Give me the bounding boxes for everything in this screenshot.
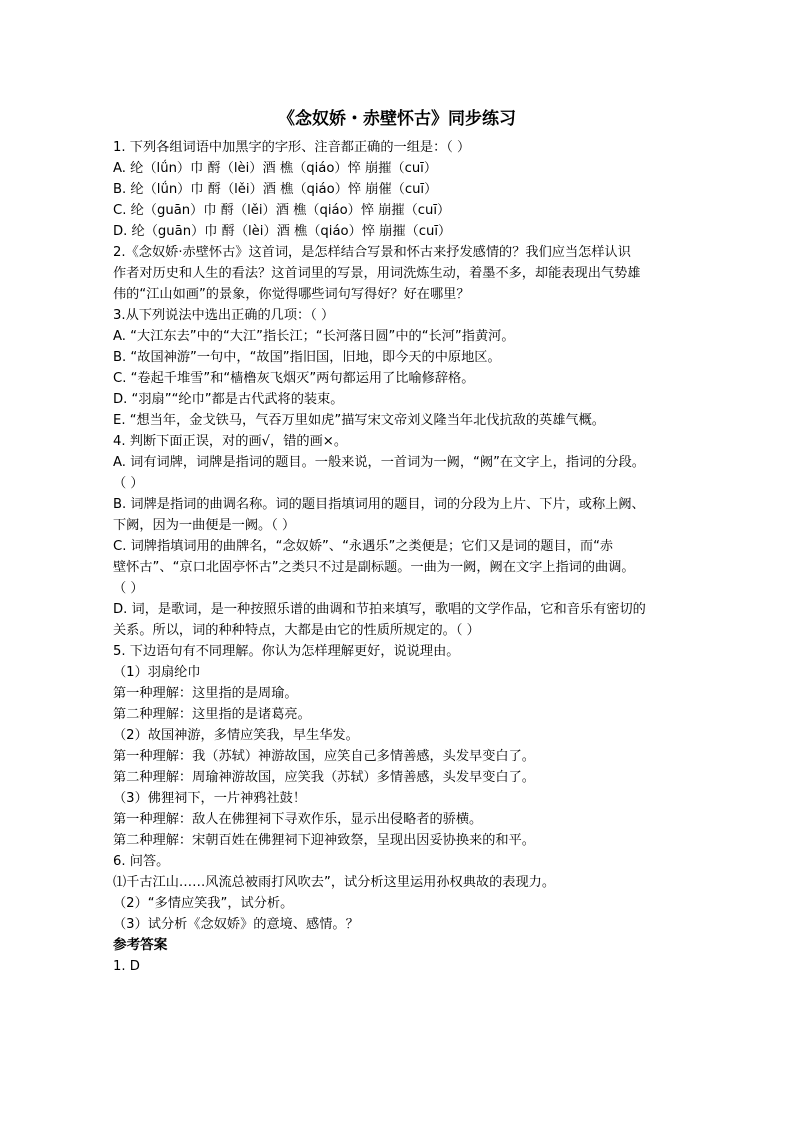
- q1-option-d: D. 纶（guān）巾 酹（lèi）酒 樵（qiáo）悴 崩摧（cuī）: [113, 224, 452, 239]
- q3-option-d: D. “羽扇”“纶巾”都是古代武将的装束。: [113, 392, 344, 407]
- document-body: [113, 137, 687, 977]
- q1-option-b: B. 纶（lǘn）巾 酹（lěi）酒 樵（qiáo）悴 崩催（cuī）: [113, 182, 438, 197]
- q5-line: 第二种理解：这里指的是诸葛亮。: [113, 707, 311, 722]
- q4-line: （ ）: [113, 476, 144, 491]
- answers-heading: 参考答案: [113, 937, 168, 953]
- q3-option-e: E. “想当年，金戈铁马，气吞万里如虎”描写宋文帝刘义隆当年北伐抗敌的英雄气概。: [113, 413, 605, 428]
- q5-line: 第二种理解：周瑜神游故国，应笑我（苏轼）多情善感，头发早变白了。: [113, 770, 535, 785]
- q6-stem: 6. 问答。: [113, 854, 170, 869]
- q5-line: （2）故国神游，多情应笑我，早生华发。: [113, 728, 359, 743]
- q4-line: 下阙，因为一曲便是一阙。（ ）: [113, 518, 296, 533]
- q6-line: （3）试分析《念奴娇》的意境、感情。？: [113, 917, 359, 932]
- q2-line: 作者对历史和人生的看法？这首词里的写景，用词洗炼生动，着墨不多，却能表现出气势雄: [113, 266, 641, 281]
- q1-stem: 1. 下列各组词语中加黑字的字形、注音都正确的一组是：（ ）: [113, 140, 471, 155]
- q5-line: 第一种理解：这里指的是周瑜。: [113, 686, 298, 701]
- q4-line: 壁怀古”、“京口北固亭怀古”之类只不过是副标题。一曲为一阙，阙在文字上指词的曲调。: [113, 560, 635, 575]
- q5-line: 第一种理解：我（苏轼）神游故国，应笑自己多情善感，头发早变白了。: [113, 749, 535, 764]
- q5-line: （1）羽扇纶巾: [113, 665, 201, 680]
- q2-line: 2.《念奴娇·赤壁怀古》这首词，是怎样结合写景和怀古来抒发感情的？我们应当怎样认识: [113, 245, 631, 260]
- q4-line: C. 词牌指填词用的曲牌名，“念奴娇”、“永遇乐”之类便是；它们又是词的题目，而“赤: [113, 539, 614, 554]
- q6-line: （2）“多情应笑我”，试分析。: [113, 896, 294, 911]
- q5-line: 第一种理解：敌人在佛狸祠下寻欢作乐，显示出侵略者的骄横。: [113, 812, 483, 827]
- q4-line: 关系。所以，词的种种特点，大都是由它的性质所规定的。（ ）: [113, 623, 480, 638]
- q3-option-b: B. “故国神游”一句中，“故国”指旧国，旧地，即今天的中原地区。: [113, 350, 501, 365]
- q3-option-c: C. “卷起千堆雪”和“樯橹灰飞烟灭”两句都运用了比喻修辞格。: [113, 371, 475, 386]
- q3-stem: 3.从下列说法中选出正确的几项：（ ）: [113, 308, 335, 323]
- q3-option-a: A. “大江东去”中的“大江”指长江；“长河落日圆”中的“长河”指黄河。: [113, 329, 515, 344]
- q5-stem: 5. 下边语句有不同理解。你认为怎样理解更好，说说理由。: [113, 644, 460, 659]
- q5-line: （3）佛狸祠下，一片神鸦社鼓！: [113, 791, 307, 806]
- q1-option-c: C. 纶（guān）巾 酹（lěi）酒 樵（qiáo）悴 崩摧（cuī）: [113, 203, 451, 218]
- answer-1: 1. D: [113, 959, 140, 974]
- q4-line: （ ）: [113, 581, 144, 596]
- q6-line: ⑴千古江山……风流总被雨打风吹去”，试分析这里运用孙权典故的表现力。: [113, 875, 556, 890]
- q4-line: B. 词牌是指词的曲调名称。词的题目指填词用的题目，词的分段为上片、下片，或称上阙、: [113, 497, 645, 512]
- q4-line: D. 词，是歌词，是一种按照乐谱的曲调和节拍来填写，歌唱的文学作品，它和音乐有密切的: [113, 602, 646, 617]
- q5-line: 第二种理解：宋朝百姓在佛狸祠下迎神致祭，呈现出因妥协换来的和平。: [113, 833, 535, 848]
- page-title: 《念奴娇・赤壁怀古》同步练习: [278, 109, 516, 129]
- q2-line: 伟的“江山如画”的景象，你觉得哪些词句写得好？好在哪里？: [113, 287, 470, 302]
- q4-line: A. 词有词牌，词牌是指词的题目。一般来说，一首词为一阙，“阙”在文字上，指词的分段。: [113, 455, 645, 470]
- q4-stem: 4. 判断下面正误，对的画√，错的画×。: [113, 434, 348, 449]
- q1-option-a: A. 纶（lǘn）巾 酹（lèi）酒 樵（qiáo）悴 崩摧（cuī）: [113, 161, 438, 176]
